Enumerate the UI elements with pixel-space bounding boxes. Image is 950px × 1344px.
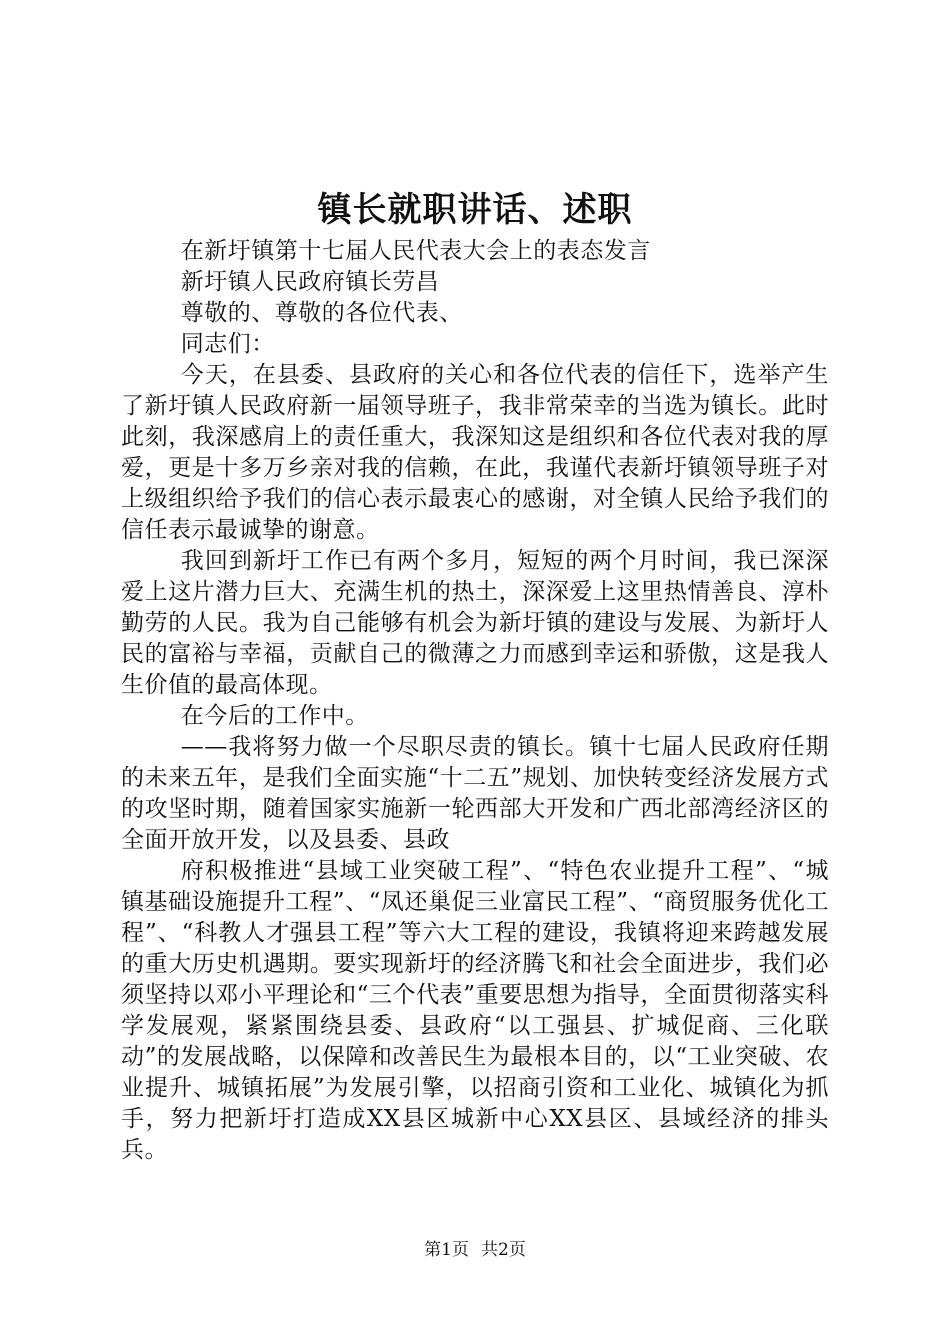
document-body xyxy=(121,236,829,1166)
paragraph: 府积极推进“县域工业突破工程”、“特色农业提升工程”、“城镇基础设施提升工程”、“凤还巢促三业富民工程”、“商贸服务优化工程”、“科教人才强县工程”等六大工程的建设，我镇将迎来跨越发展的重大历史机遇期。要实现新圩的经济腾飞和社会全面进步，我们必须坚持以邓小平理论和“三个代表”重要思想为指导，全面贯彻落实科学发展观，紧紧围绕县委、县政府“以工强县、扩城促商、三化联动”的发展战略，以保障和改善民生为最根本目的，以“工业突破、农业提升、城镇拓展”为发展引擎，以招商引资和工业化、城镇化为抓手，努力把新圩打造成XX县区城新中心XX县区、县域经济的排头兵。 xyxy=(121,858,829,1163)
page-total: 共2页 xyxy=(481,1240,526,1260)
document-title: 镇长就职讲话、述职 xyxy=(317,190,633,230)
paragraph: 我回到新圩工作已有两个多月，短短的两个月时间，我已深深爱上这片潜力巨大、充满生机的热土，深深爱上这里热情善良、淳朴勤劳的人民。我为自己能够有机会为新圩镇的建设与发展、为新圩人民的富裕与幸福，贡献自己的微薄之力而感到幸运和骄傲，这是我人生价值的最高体现。 xyxy=(121,548,829,698)
page-footer xyxy=(0,1238,950,1262)
salutation-comrades: 同志们： xyxy=(180,331,275,357)
speech-occasion: 在新圩镇第十七届人民代表大会上的表态发言 xyxy=(180,238,651,264)
page-number: 第1页 xyxy=(424,1240,469,1260)
speaker-line: 新圩镇人民政府镇长劳昌 xyxy=(180,269,440,295)
paragraph: ——我将努力做一个尽职尽责的镇长。镇十七届人民政府任期的未来五年，是我们全面实施“十二五”规划、加快转变经济发展方式的攻坚时期，随着国家实施新一轮西部大开发和广西北部湾经济区的全面开放开发，以及县委、县政 xyxy=(121,734,829,853)
salutation-line: 尊敬的、尊敬的各位代表、 xyxy=(180,300,463,326)
paragraph: 在今后的工作中。 xyxy=(180,703,369,729)
paragraph: 今天，在县委、县政府的关心和各位代表的信任下，选举产生了新圩镇人民政府新一届领导班子，我非常荣幸的当选为镇长。此时此刻，我深感肩上的责任重大，我深知这是组织和各位代表对我的厚爱，更是十多万乡亲对我的信赖，在此，我谨代表新圩镇领导班子对上级组织给予我们的信心表示最衷心的感谢，对全镇人民给予我们的信任表示最诚挚的谢意。 xyxy=(121,362,829,543)
